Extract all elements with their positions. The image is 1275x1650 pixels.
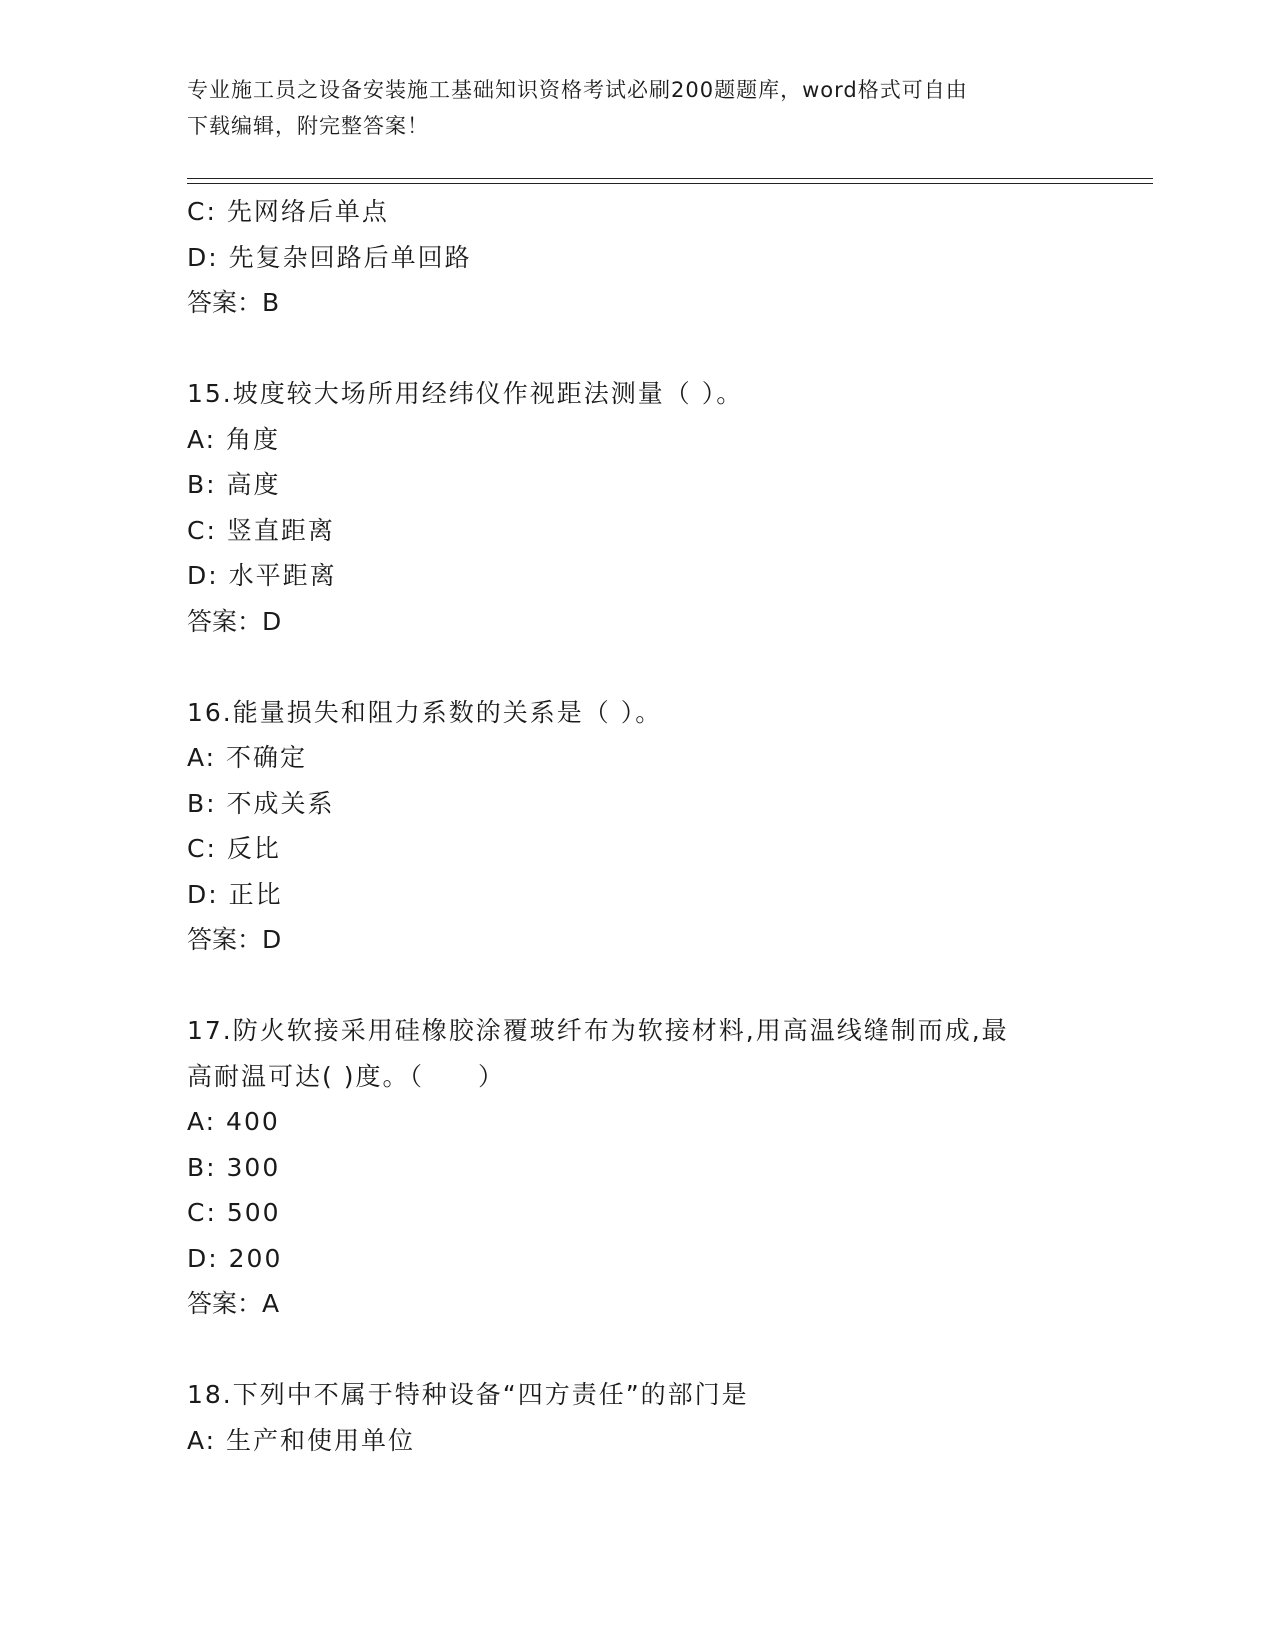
option-text: 不确定 <box>226 743 308 772</box>
header-divider-top <box>187 178 1153 179</box>
option-c <box>187 508 1147 554</box>
answer-line: 答案：A <box>187 1289 280 1318</box>
option-letter: D: <box>187 242 219 272</box>
option-text: 水平距离 <box>228 561 337 590</box>
option-text: 500 <box>226 1198 281 1227</box>
option-text: 400 <box>226 1107 280 1136</box>
option-letter: B: <box>187 788 217 818</box>
option-text: 先网络后单点 <box>226 197 389 226</box>
option-d <box>187 872 1147 918</box>
answer-line: 答案：D <box>187 606 282 636</box>
option-text: 正比 <box>228 879 283 909</box>
option-letter: B: <box>187 470 217 499</box>
document-header <box>187 72 1067 144</box>
question-14-tail <box>187 189 1147 326</box>
option-letter: A: <box>187 1107 217 1136</box>
option-letter: D: <box>187 561 219 590</box>
question-stem: 16.能量损失和阻力系数的关系是（ ）。 <box>187 697 663 727</box>
option-letter: C: <box>187 197 217 226</box>
question-15 <box>187 371 1147 644</box>
option-a <box>187 735 1147 781</box>
question-16 <box>187 690 1147 963</box>
option-letter: D: <box>187 1243 219 1273</box>
question-stem: 15.坡度较大场所用经纬仪作视距法测量（ ）。 <box>187 379 744 408</box>
option-letter: A: <box>187 424 217 454</box>
option-b <box>187 1145 1147 1191</box>
option-text: 生产和使用单位 <box>226 1425 416 1455</box>
option-b <box>187 462 1147 508</box>
question-stem-line-1: 17.防火软接采用硅橡胶涂覆玻纤布为软接材料,用高温线缝制而成,最 <box>187 1016 1009 1045</box>
option-a <box>187 1418 1147 1464</box>
option-c <box>187 189 1147 235</box>
option-text: 反比 <box>226 834 281 863</box>
answer-line: 答案：D <box>187 925 282 954</box>
header-title-line-1: 专业施工员之设备安装施工基础知识资格考试必刷200题题库，word格式可自由 <box>187 78 968 102</box>
option-letter: C: <box>187 1198 217 1227</box>
option-letter: C: <box>187 515 217 545</box>
option-letter: B: <box>187 1152 217 1182</box>
option-letter: A: <box>187 1425 217 1455</box>
header-divider-bottom <box>187 183 1153 184</box>
option-text: 200 <box>228 1243 283 1273</box>
option-letter: C: <box>187 834 217 863</box>
option-letter: A: <box>187 743 217 772</box>
option-text: 先复杂回路后单回路 <box>228 242 472 272</box>
answer-line: 答案：B <box>187 288 280 317</box>
option-a <box>187 1099 1147 1145</box>
option-b <box>187 781 1147 827</box>
option-text: 角度 <box>226 424 281 454</box>
option-c <box>187 826 1147 872</box>
option-letter: D: <box>187 879 219 909</box>
option-text: 高度 <box>226 470 281 499</box>
question-17 <box>187 1008 1147 1327</box>
question-stem-line-2: 高耐温可达( )度。（ ） <box>187 1061 505 1091</box>
option-text: 300 <box>226 1152 281 1182</box>
option-d <box>187 553 1147 599</box>
question-18 <box>187 1372 1147 1463</box>
option-text: 不成关系 <box>226 788 335 818</box>
option-text: 竖直距离 <box>226 515 335 545</box>
option-c <box>187 1190 1147 1236</box>
option-d <box>187 235 1147 281</box>
option-a <box>187 417 1147 463</box>
header-title-line-2: 下载编辑，附完整答案！ <box>187 114 429 138</box>
question-stem: 18.下列中不属于特种设备“四方责任”的部门是 <box>187 1380 749 1409</box>
question-list <box>187 189 1147 1463</box>
option-d <box>187 1236 1147 1282</box>
